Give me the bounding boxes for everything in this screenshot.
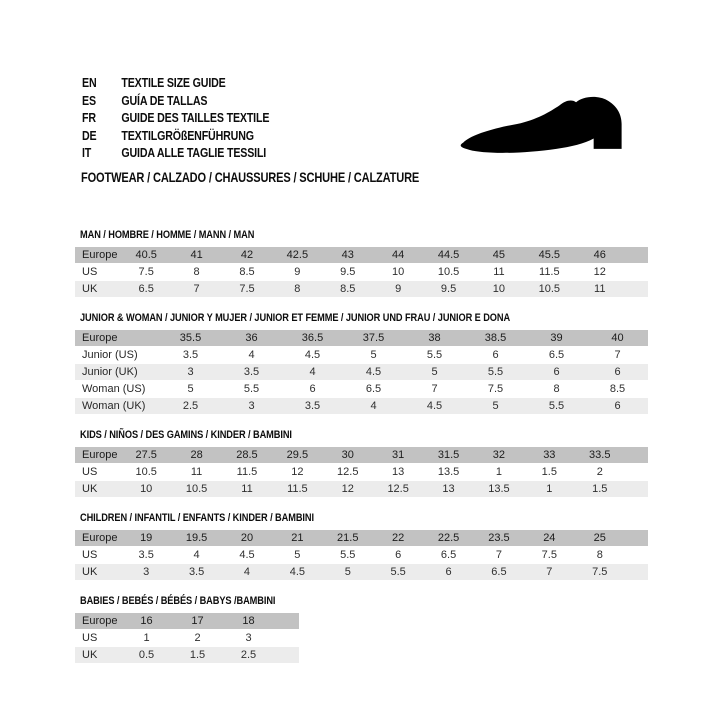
size-cell: 4.5 — [272, 564, 322, 581]
size-cell: 12 — [575, 264, 625, 281]
language-code: IT — [82, 145, 92, 160]
language-row — [82, 92, 269, 110]
row-label-cell: Woman (US) — [75, 381, 160, 398]
size-cell: 11.5 — [222, 464, 272, 481]
size-cell: 9.5 — [423, 281, 473, 298]
table-row — [75, 398, 648, 415]
language-code: ES — [82, 92, 96, 108]
row-label-cell: UK — [75, 647, 121, 664]
size-cell: 6.5 — [474, 564, 524, 581]
language-row — [82, 109, 269, 127]
table-row — [75, 247, 648, 264]
row-label-cell: Europe — [75, 613, 121, 630]
size-cell: 7.5 — [465, 381, 526, 398]
size-cell: 5.5 — [404, 347, 465, 364]
size-cell: 6.5 — [423, 547, 473, 564]
language-label: GUIDA ALLE TAGLIE TESSILI — [121, 145, 267, 160]
table-row — [75, 447, 648, 464]
size-cell: 6 — [526, 364, 587, 381]
size-cell: 4 — [343, 398, 404, 415]
size-table-section — [75, 512, 648, 581]
row-label-cell: Europe — [75, 447, 121, 464]
size-cell: 10.5 — [121, 464, 171, 481]
size-cell: 11.5 — [524, 264, 574, 281]
size-cell: 23.5 — [474, 530, 524, 547]
size-table-title: CHILDREN / INFANTIL / ENFANTS / KINDER / BAMBINI — [80, 512, 314, 524]
language-code: DE — [82, 127, 97, 143]
size-cell: 5 — [343, 347, 404, 364]
row-label-cell: Europe — [75, 530, 121, 547]
size-cell: 6 — [587, 364, 648, 381]
size-table-title: KIDS / NIÑOS / DES GAMINS / KINDER / BAMBINI — [80, 429, 292, 441]
size-cell: 7 — [474, 547, 524, 564]
size-cell: 5 — [404, 364, 465, 381]
spacer-cell — [625, 530, 648, 547]
size-cell: 4.5 — [404, 398, 465, 415]
size-cell: 44.5 — [423, 247, 473, 264]
row-label-cell: Woman (UK) — [75, 398, 160, 415]
size-cell: 11 — [474, 264, 524, 281]
language-list — [82, 74, 310, 162]
language-label: GUIDE DES TAILLES TEXTILE — [121, 110, 270, 125]
size-table-title: MAN / HOMBRE / HOMME / MANN / MAN — [80, 229, 255, 241]
row-label-cell: US — [75, 630, 121, 647]
size-cell: 33 — [524, 447, 574, 464]
size-cell: 25 — [575, 530, 625, 547]
size-cell: 5 — [465, 398, 526, 415]
size-cell: 7 — [587, 347, 648, 364]
size-cell: 6 — [465, 347, 526, 364]
size-cell: 13 — [423, 481, 473, 498]
size-cell: 21 — [272, 530, 322, 547]
size-cell: 12.5 — [323, 464, 373, 481]
size-cell: 10.5 — [423, 264, 473, 281]
size-cell: 3 — [223, 630, 274, 647]
size-cell: 30 — [323, 447, 373, 464]
size-cell: 11 — [222, 481, 272, 498]
tables-root — [75, 229, 648, 678]
size-cell: 12 — [272, 464, 322, 481]
size-cell: 18 — [223, 613, 274, 630]
spacer-cell — [625, 547, 648, 564]
size-cell: 36 — [221, 330, 282, 347]
size-cell: 10.5 — [524, 281, 574, 298]
size-cell: 27.5 — [121, 447, 171, 464]
size-cell: 10 — [121, 481, 171, 498]
size-cell: 11 — [575, 281, 625, 298]
size-cell: 45.5 — [524, 247, 574, 264]
size-cell: 9 — [373, 281, 423, 298]
size-cell: 7 — [524, 564, 574, 581]
size-cell: 9.5 — [323, 264, 373, 281]
size-table-section — [75, 312, 648, 415]
size-cell: 16 — [121, 613, 172, 630]
spacer-cell — [274, 613, 299, 630]
table-row — [75, 464, 648, 481]
table-row — [75, 381, 648, 398]
row-label-cell: Europe — [75, 247, 121, 264]
spacer-cell — [625, 281, 648, 298]
size-cell: 3.5 — [221, 364, 282, 381]
language-label: GUÍA DE TALLAS — [121, 92, 208, 108]
size-cell: 2 — [172, 630, 223, 647]
size-cell: 5 — [272, 547, 322, 564]
spacer-cell — [625, 464, 648, 481]
size-cell: 45 — [474, 247, 524, 264]
spacer-cell — [625, 481, 648, 498]
size-cell: 6 — [282, 381, 343, 398]
table-row — [75, 613, 299, 630]
spacer-cell — [274, 630, 299, 647]
size-cell: 10.5 — [171, 481, 221, 498]
size-cell: 2.5 — [160, 398, 221, 415]
size-cell: 4.5 — [282, 347, 343, 364]
table-row — [75, 264, 648, 281]
size-table — [75, 247, 648, 298]
size-cell: 40.5 — [121, 247, 171, 264]
size-cell: 5.5 — [526, 398, 587, 415]
table-row — [75, 630, 299, 647]
size-cell: 7 — [404, 381, 465, 398]
size-table-section — [75, 229, 648, 298]
size-cell: 8 — [526, 381, 587, 398]
row-label-cell: Junior (US) — [75, 347, 160, 364]
size-cell: 36.5 — [282, 330, 343, 347]
size-cell: 4 — [222, 564, 272, 581]
size-cell: 4.5 — [222, 547, 272, 564]
language-row — [82, 127, 269, 145]
row-label-cell: US — [75, 547, 121, 564]
size-cell: 41 — [171, 247, 221, 264]
row-label-cell: UK — [75, 564, 121, 581]
category-heading: FOOTWEAR / CALZADO / CHAUSSURES / SCHUHE / CALZATURE — [81, 169, 420, 185]
size-cell: 8.5 — [323, 281, 373, 298]
size-cell: 4 — [282, 364, 343, 381]
spacer-cell — [274, 647, 299, 664]
table-row — [75, 564, 648, 581]
size-cell: 32 — [474, 447, 524, 464]
size-cell: 6 — [587, 398, 648, 415]
size-cell: 17 — [172, 613, 223, 630]
size-cell: 7.5 — [575, 564, 625, 581]
size-cell: 39 — [526, 330, 587, 347]
size-cell: 4.5 — [343, 364, 404, 381]
table-row — [75, 330, 648, 347]
language-row — [82, 74, 269, 92]
size-cell: 1 — [474, 464, 524, 481]
size-cell: 0.5 — [121, 647, 172, 664]
size-cell: 6 — [423, 564, 473, 581]
size-cell: 5.5 — [373, 564, 423, 581]
size-cell: 1 — [121, 630, 172, 647]
spacer-cell — [625, 247, 648, 264]
size-cell: 8.5 — [222, 264, 272, 281]
size-cell: 5.5 — [465, 364, 526, 381]
size-cell: 12 — [323, 481, 373, 498]
size-cell: 38 — [404, 330, 465, 347]
row-label-cell: US — [75, 464, 121, 481]
size-cell: 22 — [373, 530, 423, 547]
row-label-cell: Junior (UK) — [75, 364, 160, 381]
size-cell: 6 — [373, 547, 423, 564]
size-cell: 7 — [171, 281, 221, 298]
size-cell: 21.5 — [323, 530, 373, 547]
size-cell: 7.5 — [222, 281, 272, 298]
row-label-cell: Europe — [75, 330, 160, 347]
size-cell: 5.5 — [221, 381, 282, 398]
size-cell: 12.5 — [373, 481, 423, 498]
size-cell: 28 — [171, 447, 221, 464]
row-label-cell: US — [75, 264, 121, 281]
size-cell: 5.5 — [323, 547, 373, 564]
table-row — [75, 530, 648, 547]
size-cell: 10 — [474, 281, 524, 298]
size-cell: 42.5 — [272, 247, 322, 264]
size-table — [75, 447, 648, 498]
size-cell: 7.5 — [121, 264, 171, 281]
size-cell: 3 — [121, 564, 171, 581]
size-cell: 9 — [272, 264, 322, 281]
size-cell: 13.5 — [474, 481, 524, 498]
size-cell: 10 — [373, 264, 423, 281]
size-cell: 28.5 — [222, 447, 272, 464]
size-cell: 13.5 — [423, 464, 473, 481]
size-cell: 1 — [524, 481, 574, 498]
size-table-section — [75, 429, 648, 498]
table-row — [75, 547, 648, 564]
row-label-cell: UK — [75, 481, 121, 498]
spacer-cell — [625, 564, 648, 581]
size-cell: 38.5 — [465, 330, 526, 347]
size-cell: 3.5 — [160, 347, 221, 364]
size-cell: 6.5 — [121, 281, 171, 298]
size-cell: 3 — [221, 398, 282, 415]
size-cell: 8 — [171, 264, 221, 281]
size-cell: 19.5 — [171, 530, 221, 547]
size-cell: 4 — [221, 347, 282, 364]
size-cell: 44 — [373, 247, 423, 264]
size-cell: 6.5 — [343, 381, 404, 398]
language-row — [82, 144, 269, 162]
size-cell: 8.5 — [587, 381, 648, 398]
size-table-title: BABIES / BEBÉS / BÉBÉS / BABYS /BAMBINI — [80, 595, 276, 607]
size-cell: 24 — [524, 530, 574, 547]
size-cell: 31 — [373, 447, 423, 464]
size-table — [75, 613, 299, 664]
table-row — [75, 647, 299, 664]
size-cell: 3.5 — [121, 547, 171, 564]
table-row — [75, 481, 648, 498]
size-cell: 37.5 — [343, 330, 404, 347]
size-cell: 5 — [160, 381, 221, 398]
size-table — [75, 330, 648, 415]
size-cell: 11.5 — [272, 481, 322, 498]
size-cell: 6.5 — [526, 347, 587, 364]
size-cell: 5 — [323, 564, 373, 581]
table-row — [75, 281, 648, 298]
spacer-cell — [625, 447, 648, 464]
size-cell: 40 — [587, 330, 648, 347]
size-cell: 2.5 — [223, 647, 274, 664]
size-cell: 7.5 — [524, 547, 574, 564]
size-cell: 3.5 — [282, 398, 343, 415]
language-code: EN — [82, 75, 97, 90]
size-cell: 35.5 — [160, 330, 221, 347]
table-row — [75, 347, 648, 364]
size-cell: 22.5 — [423, 530, 473, 547]
size-cell: 3 — [160, 364, 221, 381]
size-cell: 33.5 — [575, 447, 625, 464]
size-cell: 3.5 — [171, 564, 221, 581]
size-cell: 1.5 — [524, 464, 574, 481]
size-cell: 1.5 — [575, 481, 625, 498]
size-cell: 13 — [373, 464, 423, 481]
size-cell: 19 — [121, 530, 171, 547]
size-cell: 11 — [171, 464, 221, 481]
size-cell: 46 — [575, 247, 625, 264]
size-cell: 31.5 — [423, 447, 473, 464]
size-cell: 20 — [222, 530, 272, 547]
size-cell: 8 — [272, 281, 322, 298]
row-label-cell: UK — [75, 281, 121, 298]
size-cell: 8 — [575, 547, 625, 564]
size-table-section — [75, 595, 648, 664]
table-row — [75, 364, 648, 381]
shoe-icon — [457, 93, 633, 155]
language-label: TEXTILGRÖßENFÜHRUNG — [121, 127, 254, 143]
size-cell: 42 — [222, 247, 272, 264]
size-table — [75, 530, 648, 581]
spacer-cell — [625, 264, 648, 281]
size-cell: 1.5 — [172, 647, 223, 664]
size-cell: 2 — [575, 464, 625, 481]
size-cell: 4 — [171, 547, 221, 564]
language-label: TEXTILE SIZE GUIDE — [121, 75, 226, 90]
size-cell: 43 — [323, 247, 373, 264]
language-code: FR — [82, 110, 96, 125]
size-table-title: JUNIOR & WOMAN / JUNIOR Y MUJER / JUNIOR ET FEMME / JUNIOR UND FRAU / JUNIOR E DONA — [80, 312, 511, 324]
size-cell: 29.5 — [272, 447, 322, 464]
